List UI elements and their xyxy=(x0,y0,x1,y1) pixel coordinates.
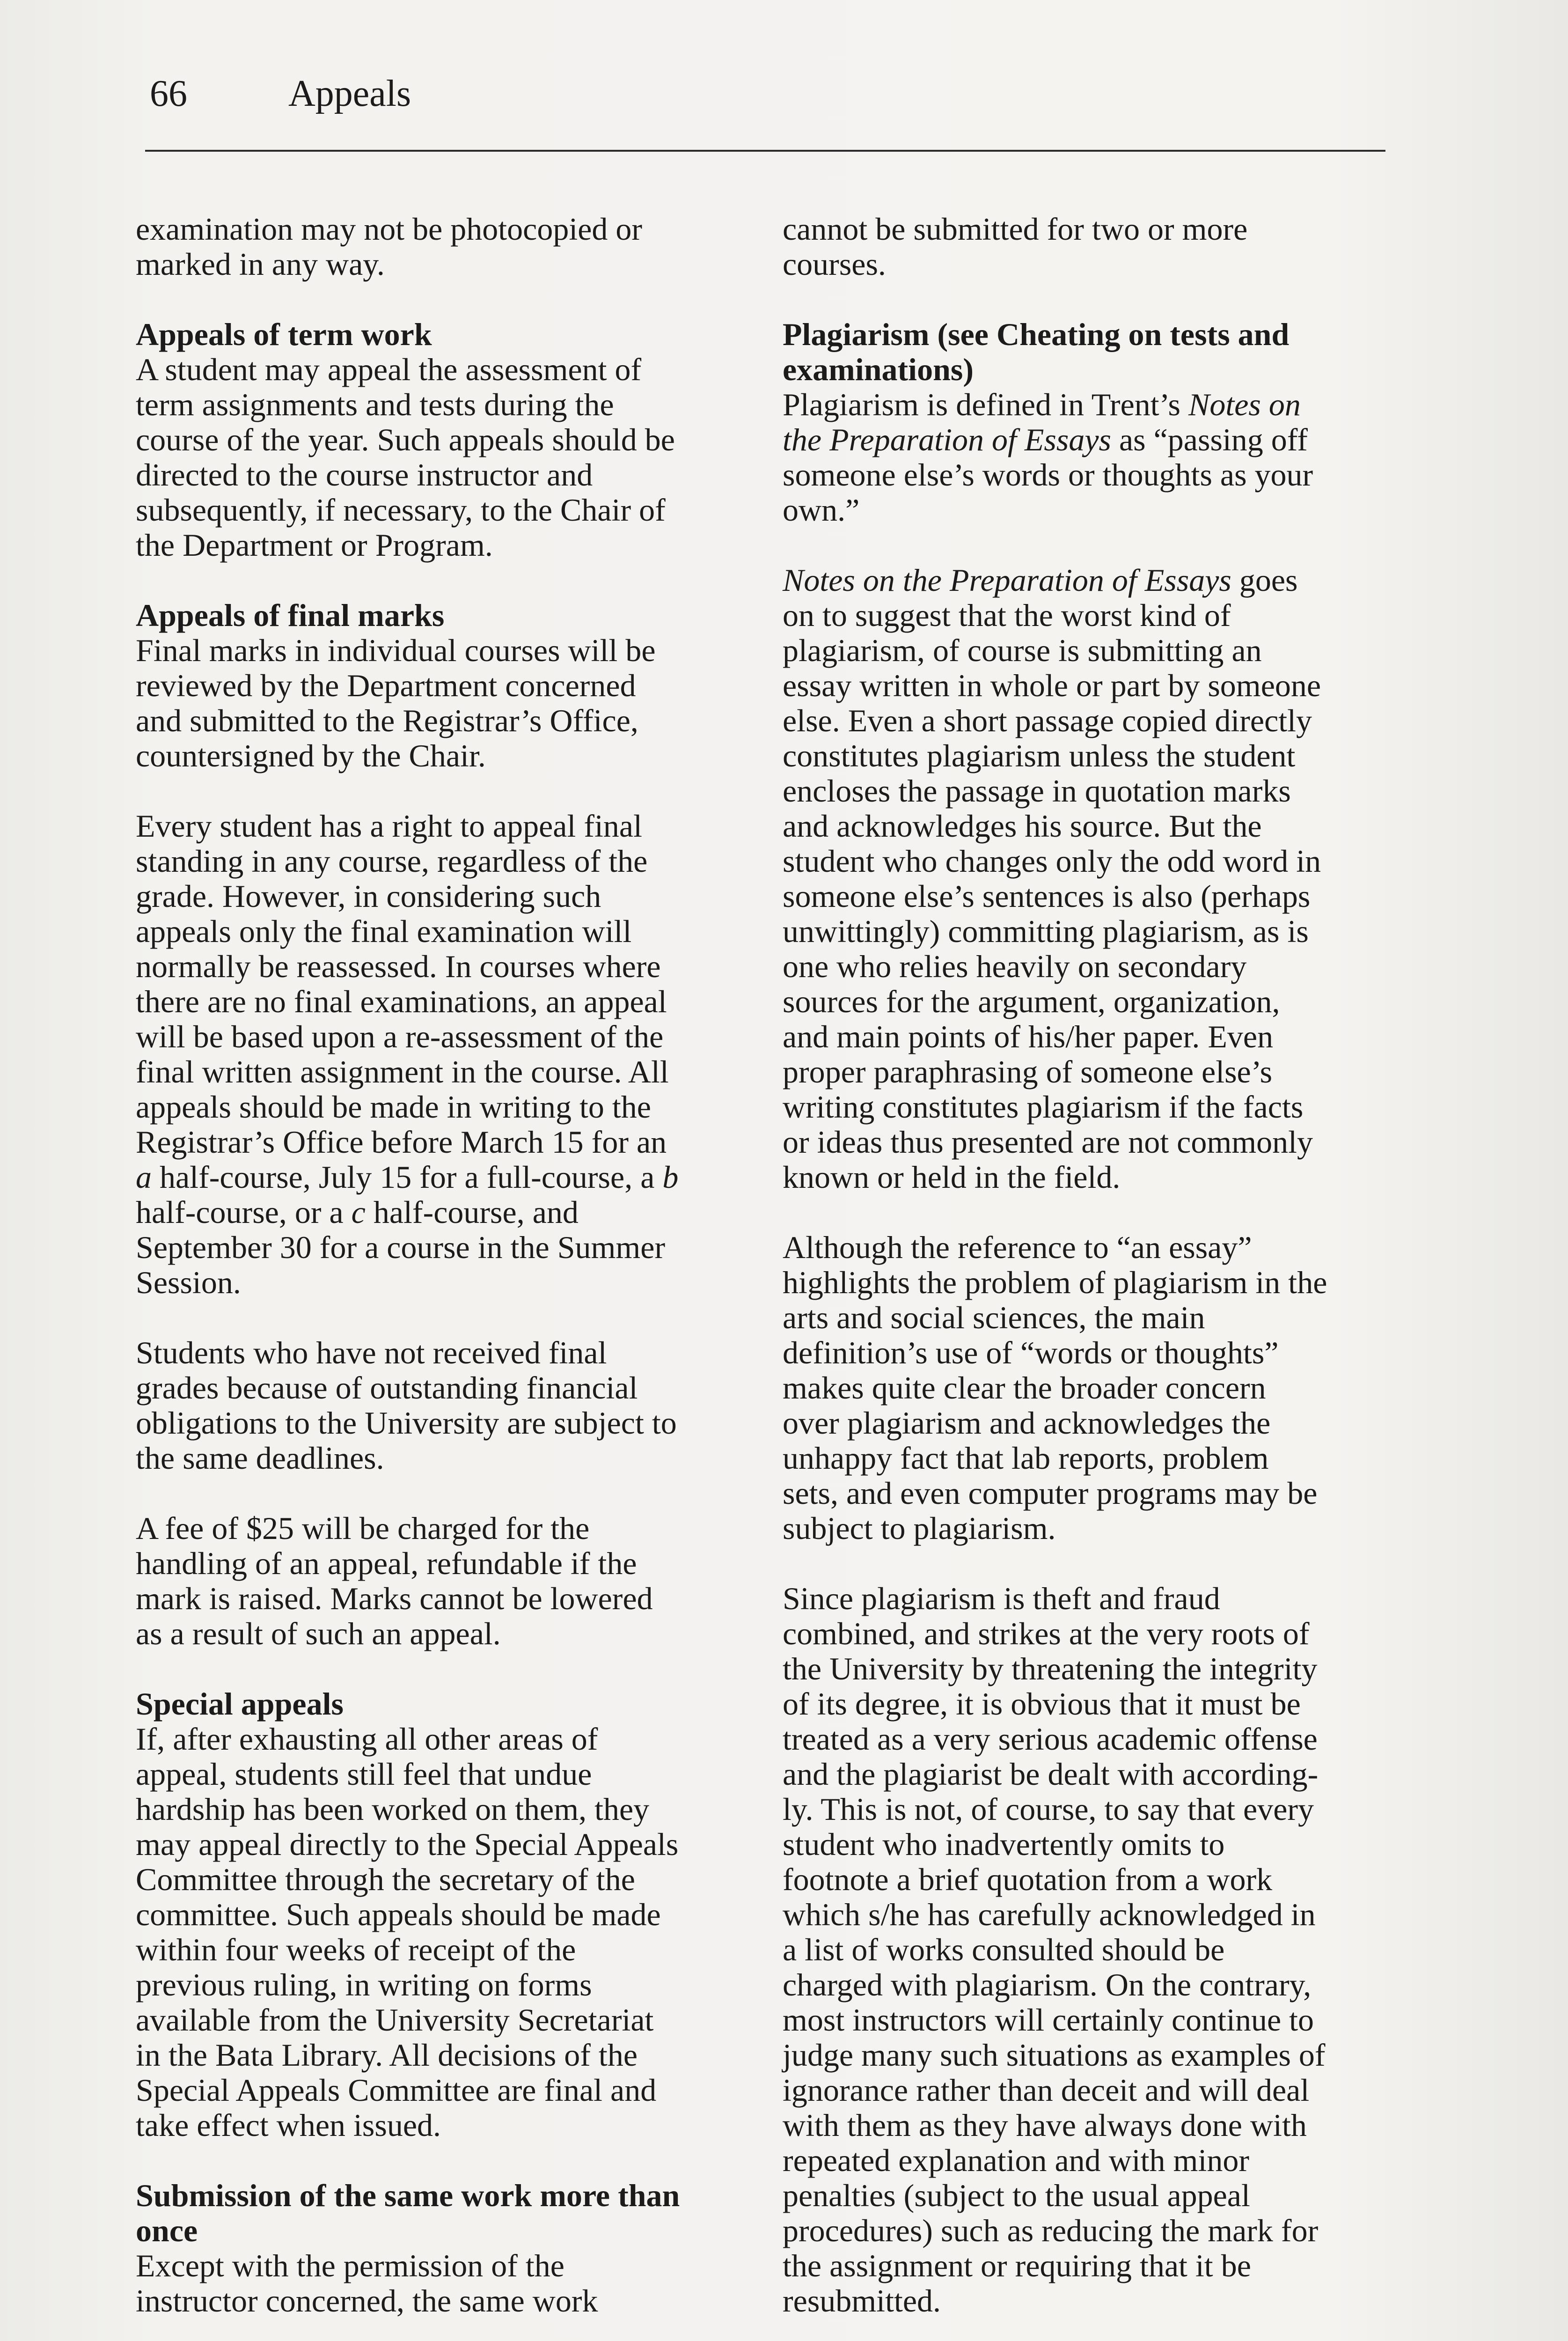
text-line: makes quite clear the broader concern xyxy=(783,1370,1266,1406)
section-special-appeals xyxy=(136,1686,735,2143)
text-line: with them as they have always done with xyxy=(783,2107,1307,2143)
text-line: appeal, students still feel that undue xyxy=(136,1756,592,1792)
text-line: procedures) such as reducing the mark for xyxy=(783,2213,1319,2248)
section-appeals-final-marks xyxy=(136,598,735,773)
right-column xyxy=(783,212,1391,2341)
text-line: in the Bata Library. All decisions of the xyxy=(136,2037,637,2073)
text-line: unhappy fact that lab reports, problem xyxy=(783,1440,1269,1476)
text-line: Special Appeals Committee are final and xyxy=(136,2072,657,2108)
text-line: judge many such situations as examples of xyxy=(783,2037,1326,2073)
text-line: Registrar’s Office before March 15 for an xyxy=(136,1124,667,1160)
text-line: else. Even a short passage copied directly xyxy=(783,703,1312,738)
text-line: someone else’s sentences is also (perhaps xyxy=(783,878,1311,914)
text-line: unwittingly) committing plagiarism, as is xyxy=(783,913,1309,949)
text-line: examination may not be photocopied or xyxy=(136,211,643,247)
text-line: footnote a brief quotation from a work xyxy=(783,1862,1273,1897)
section-heading: Appeals of final marks xyxy=(136,597,445,633)
text-line: own.” xyxy=(783,492,860,528)
text-fragment: half-course, July 15 for a full-course, a xyxy=(152,1159,663,1195)
text-line: previous ruling, in writing on forms xyxy=(136,1967,592,2002)
text-line: and the plagiarist be dealt with according- xyxy=(783,1756,1319,1792)
text-line: standing in any course, regardless of the xyxy=(136,843,648,879)
text-line: subject to plagiarism. xyxy=(783,1510,1056,1546)
page-header xyxy=(150,70,1385,155)
paragraph-fee xyxy=(136,1511,735,1651)
text-line: Committee through the secretary of the xyxy=(136,1862,635,1897)
text-line: committee. Such appeals should be made xyxy=(136,1897,661,1932)
text-line: obligations to the University are subject to xyxy=(136,1405,677,1441)
text-line xyxy=(783,387,1391,422)
text-line: take effect when issued. xyxy=(136,2107,441,2143)
text-line: within four weeks of receipt of the xyxy=(136,1932,576,1967)
text-line: the University by threatening the integrity xyxy=(783,1651,1318,1686)
paragraph-notes xyxy=(783,563,1391,1195)
header-rule xyxy=(145,150,1385,152)
page-number: 66 xyxy=(150,73,187,114)
text-line: marked in any way. xyxy=(136,246,385,282)
text-line: appeals only the final examination will xyxy=(136,913,632,949)
text-line: sets, and even computer programs may be xyxy=(783,1475,1318,1511)
paragraph-students-financial xyxy=(136,1335,735,1476)
text-line: September 30 for a course in the Summer xyxy=(136,1229,666,1265)
text-line xyxy=(136,1195,735,1230)
text-line: normally be reassessed. In courses where xyxy=(136,949,661,984)
text-line: student who changes only the odd word in xyxy=(783,843,1321,879)
text-fragment: Plagiarism is defined in Trent’s xyxy=(783,387,1188,422)
italic-title: Notes on xyxy=(1188,387,1301,422)
text-line: Every student has a right to appeal final xyxy=(136,808,642,844)
running-title: Appeals xyxy=(288,73,411,114)
text-line: Final marks in individual courses will be xyxy=(136,633,656,668)
text-line: term assignments and tests during the xyxy=(136,387,614,422)
text-line: A fee of $25 will be charged for the xyxy=(136,1510,590,1546)
paragraph-every-student xyxy=(136,809,735,1300)
text-line: hardship has been worked on them, they xyxy=(136,1791,650,1827)
paragraph-although xyxy=(783,1230,1391,1546)
text-line: arts and social sciences, the main xyxy=(783,1300,1205,1335)
italic-title: Notes on the Preparation of Essays xyxy=(783,562,1231,598)
text-line: directed to the course instructor and xyxy=(136,457,593,493)
text-line: cannot be submitted for two or more xyxy=(783,211,1248,247)
text-line: one who relies heavily on secondary xyxy=(783,949,1247,984)
text-line: courses. xyxy=(783,246,886,282)
text-line: charged with plagiarism. On the contrary, xyxy=(783,1967,1312,2002)
text-line: If, after exhausting all other areas of xyxy=(136,1721,598,1757)
text-line: sources for the argument, organization, xyxy=(783,984,1280,1019)
section-heading: examinations) xyxy=(783,352,974,387)
text-line: student who inadvertently omits to xyxy=(783,1826,1225,1862)
text-line: treated as a very serious academic offense xyxy=(783,1721,1318,1757)
text-line xyxy=(783,563,1391,598)
text-line: repeated explanation and with minor xyxy=(783,2142,1249,2178)
text-line: highlights the problem of plagiarism in the xyxy=(783,1265,1327,1300)
text-line: A student may appeal the assessment of xyxy=(136,352,642,387)
text-line: someone else’s words or thoughts as your xyxy=(783,457,1313,493)
text-line: over plagiarism and acknowledges the xyxy=(783,1405,1271,1441)
text-line: ignorance rather than deceit and will deal xyxy=(783,2072,1310,2108)
section-heading: Submission of the same work more than xyxy=(136,2178,680,2213)
text-line: Session. xyxy=(136,1265,241,1300)
section-heading: Special appeals xyxy=(136,1686,344,1722)
text-line: will be based upon a re-assessment of the xyxy=(136,1019,664,1054)
text-line: plagiarism, of course is submitting an xyxy=(783,633,1262,668)
text-line: as a result of such an appeal. xyxy=(136,1616,501,1651)
text-line: writing constitutes plagiarism if the facts xyxy=(783,1089,1304,1125)
text-line: the same deadlines. xyxy=(136,1440,384,1476)
text-line: instructor concerned, the same work xyxy=(136,2283,598,2319)
text-line: grade. However, in considering such xyxy=(136,878,601,914)
text-line: of its degree, it is obvious that it must be xyxy=(783,1686,1301,1722)
text-line xyxy=(136,1160,735,1195)
italic-a: a xyxy=(136,1159,152,1195)
text-fragment: as “passing off xyxy=(1111,422,1308,457)
text-line: penalties (subject to the usual appeal xyxy=(783,2178,1250,2213)
italic-b: b xyxy=(662,1159,679,1195)
text-line: course of the year. Such appeals should be xyxy=(136,422,675,457)
section-heading: Plagiarism (see Cheating on tests and xyxy=(783,317,1290,352)
text-line: constitutes plagiarism unless the student xyxy=(783,738,1296,773)
text-line: the assignment or requiring that it be xyxy=(783,2248,1251,2283)
text-line: encloses the passage in quotation marks xyxy=(783,773,1291,809)
text-line: the Department or Program. xyxy=(136,527,493,563)
text-line: Except with the permission of the xyxy=(136,2248,564,2283)
text-fragment: goes xyxy=(1231,562,1298,598)
italic-c: c xyxy=(351,1194,366,1230)
text-line: combined, and strikes at the very roots of xyxy=(783,1616,1310,1651)
text-line: proper paraphrasing of someone else’s xyxy=(783,1054,1273,1090)
text-line: may appeal directly to the Special Appeals xyxy=(136,1826,679,1862)
text-line: mark is raised. Marks cannot be lowered xyxy=(136,1581,653,1616)
text-line: Since plagiarism is theft and fraud xyxy=(783,1581,1220,1616)
text-line: or ideas thus presented are not commonly xyxy=(783,1124,1313,1160)
text-line: grades because of outstanding financial xyxy=(136,1370,638,1406)
text-line: known or held in the field. xyxy=(783,1159,1121,1195)
text-line: Although the reference to “an essay” xyxy=(783,1229,1252,1265)
text-line: subsequently, if necessary, to the Chair of xyxy=(136,492,666,528)
text-line: ly. This is not, of course, to say that every xyxy=(783,1791,1314,1827)
text-line: a list of works consulted should be xyxy=(783,1932,1225,1967)
text-line: there are no final examinations, an appeal xyxy=(136,984,667,1019)
text-line: appeals should be made in writing to the xyxy=(136,1089,651,1125)
section-appeals-term-work xyxy=(136,317,735,563)
text-line: and main points of his/her paper. Even xyxy=(783,1019,1274,1054)
text-line xyxy=(783,422,1391,457)
text-fragment: half-course, or a xyxy=(136,1194,352,1230)
section-plagiarism xyxy=(783,317,1391,528)
text-line: final written assignment in the course. All xyxy=(136,1054,669,1090)
text-line: essay written in whole or part by someone xyxy=(783,668,1321,703)
text-line: handling of an appeal, refundable if the xyxy=(136,1546,637,1581)
text-line: most instructors will certainly continue to xyxy=(783,2002,1314,2038)
text-line: and submitted to the Registrar’s Office, xyxy=(136,703,638,738)
italic-title: the Preparation of Essays xyxy=(783,422,1111,457)
text-line: which s/he has carefully acknowledged in xyxy=(783,1897,1316,1932)
text-line: resubmitted. xyxy=(783,2283,941,2319)
text-line: definition’s use of “words or thoughts” xyxy=(783,1335,1279,1370)
section-heading: Appeals of term work xyxy=(136,317,432,352)
continued-paragraph xyxy=(783,212,1391,282)
text-fragment: half-course, and xyxy=(365,1194,579,1230)
text-line: available from the University Secretariat xyxy=(136,2002,654,2038)
text-line: and acknowledges his source. But the xyxy=(783,808,1262,844)
section-heading: once xyxy=(136,2213,198,2248)
text-line: Students who have not received final xyxy=(136,1335,607,1370)
text-line: reviewed by the Department concerned xyxy=(136,668,636,703)
continued-paragraph xyxy=(136,212,735,282)
left-column xyxy=(136,212,735,2341)
section-submission-same-work xyxy=(136,2178,735,2319)
text-line: countersigned by the Chair. xyxy=(136,738,486,773)
paragraph-since xyxy=(783,1581,1391,2319)
text-line: on to suggest that the worst kind of xyxy=(783,597,1231,633)
